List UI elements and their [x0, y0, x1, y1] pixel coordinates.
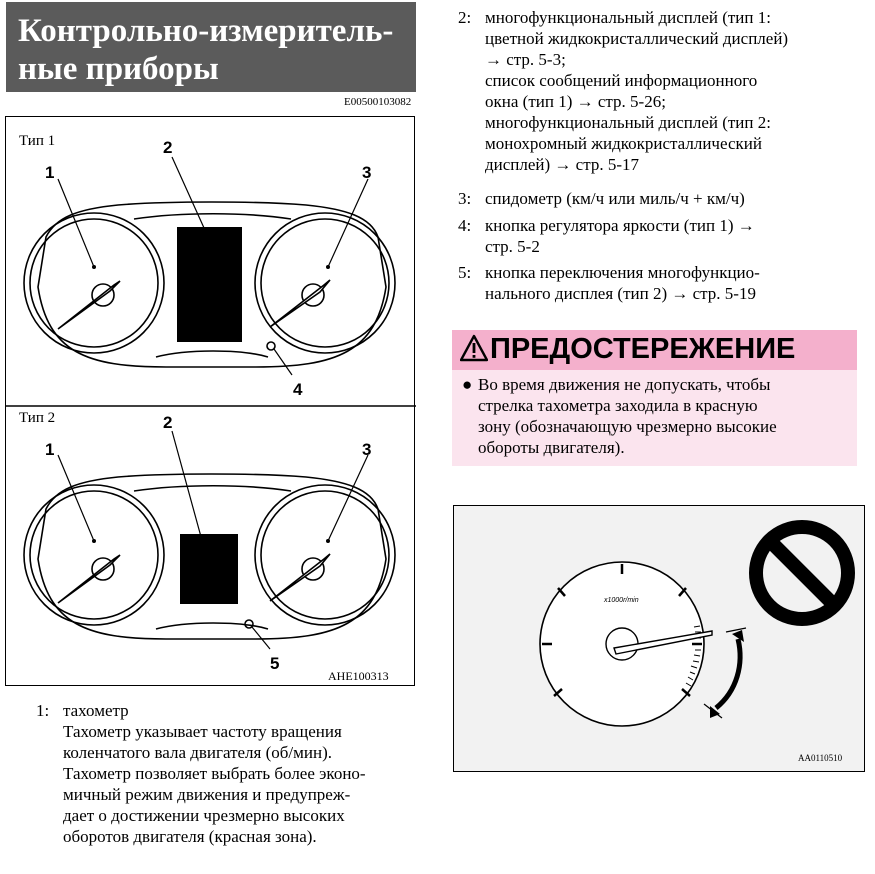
- leader-4: [274, 349, 292, 375]
- leader-5: [252, 627, 270, 649]
- callout-1b: 1: [45, 440, 55, 459]
- callout-2a: 2: [163, 138, 173, 157]
- item-line: дисплей) → стр. 5-17: [485, 155, 640, 174]
- redzone-illustration: [453, 505, 865, 772]
- leader-dot-3: [326, 265, 330, 269]
- warning-line: зону (обозначающую чрезмерно высокие: [478, 417, 777, 436]
- speedometer-dial-inner-2: [261, 491, 389, 619]
- item-number: 5:: [458, 263, 472, 282]
- speedometer-dial: [255, 213, 395, 353]
- item-line: многофункциональный дисплей (тип 1:: [485, 8, 771, 27]
- tachometer-dial: [24, 213, 164, 353]
- item-line: оборотов двигателя (красная зона).: [63, 827, 317, 846]
- tachometer-needle: [58, 281, 120, 329]
- tachometer-icon: [540, 562, 712, 726]
- item-line: тахометр: [63, 701, 129, 720]
- speedometer-dial-2: [255, 485, 395, 625]
- item-line: кнопка переключения многофункцио-: [485, 263, 760, 282]
- warning-title: ПРЕДОСТЕРЕЖЕНИЕ: [490, 333, 796, 365]
- item-line: коленчатого вала двигателя (об/мин).: [63, 743, 333, 762]
- leader-3b: [328, 455, 368, 541]
- callout-5b: 5: [270, 654, 280, 673]
- leader-dot-2: [207, 237, 211, 241]
- item-line: Тахометр указывает частоту вращения: [63, 722, 342, 741]
- panel-2-label: Тип 2: [19, 410, 56, 426]
- gauge-unit-label: x1000r/min: [604, 597, 639, 604]
- hood-line: [134, 214, 291, 219]
- prohibition-icon: [756, 527, 848, 619]
- warning-text: [462, 374, 847, 458]
- callout-1a: 1: [45, 163, 55, 182]
- list-item-4: [458, 215, 868, 257]
- callout-3b: 3: [362, 440, 372, 459]
- mono-display: [180, 534, 238, 604]
- color-display: [177, 227, 242, 342]
- item-line: окна (тип 1) → стр. 5-26;: [485, 92, 666, 111]
- brightness-knob: [267, 342, 275, 350]
- bullet-icon: ●: [462, 375, 473, 394]
- instrument-cluster-illustration: [6, 117, 416, 687]
- warning-line: стрелка тахометра заходила в красную: [478, 396, 758, 415]
- item-number: 1:: [36, 701, 50, 720]
- item-line: кнопка регулятора яркости (тип 1) →: [485, 216, 755, 235]
- redzone-arrow-icon: [704, 628, 746, 718]
- speedometer-dial-inner: [261, 219, 389, 347]
- panel-1-label: Тип 1: [19, 133, 56, 149]
- list-item-1: [36, 700, 426, 847]
- item-number: 3:: [458, 189, 472, 208]
- item-line: стр. 5-2: [485, 237, 540, 256]
- item-line: нального дисплея (тип 2) → стр. 5-19: [485, 284, 756, 303]
- leader-1: [58, 179, 94, 267]
- item-line: Тахометр позволяет выбрать более эконо-: [63, 764, 366, 783]
- tachometer-dial-inner-2: [30, 491, 158, 619]
- list-item-5: [458, 262, 868, 304]
- warning-triangle-icon: [460, 334, 488, 362]
- item-line: цветной жидкокристаллический дисплей): [485, 29, 789, 48]
- leader-dot-1b: [92, 539, 96, 543]
- leader-dot-1: [92, 265, 96, 269]
- warning-line: обороты двигателя).: [478, 438, 625, 457]
- item-line: список сообщений информационного: [485, 71, 758, 90]
- item-line: дает о достижении чрезмерно высоких: [63, 806, 345, 825]
- list-item-2: [458, 7, 868, 175]
- instrument-cluster-figure: [5, 116, 415, 686]
- lower-trim: [156, 351, 268, 357]
- page-title-line-1: Контрольно-измеритель-: [18, 13, 394, 49]
- list-item-3: [458, 188, 868, 209]
- item-line: монохромный жидкокристаллический: [485, 134, 762, 153]
- leader-dot-2b: [207, 564, 211, 568]
- figure-code: AHE100313: [328, 669, 389, 683]
- warning-line: Во время движения не допускать, чтобы: [478, 375, 771, 394]
- hood-line-2: [134, 486, 291, 491]
- page-title: [18, 12, 408, 88]
- tachometer-dial-inner: [30, 219, 158, 347]
- item-number: 4:: [458, 216, 472, 235]
- item-number: 2:: [458, 8, 472, 27]
- leader-2: [172, 157, 209, 239]
- callout-3a: 3: [362, 163, 372, 182]
- document-code: E00500103082: [344, 96, 412, 108]
- tachometer-dial-2: [24, 485, 164, 625]
- item-line: спидометр (км/ч или миль/ч + км/ч): [485, 189, 745, 208]
- page-title-line-2: ные приборы: [18, 51, 219, 87]
- illustration-code: AA0110510: [798, 753, 843, 763]
- callout-4a: 4: [293, 380, 303, 399]
- callout-2b: 2: [163, 413, 173, 432]
- item-line: мичный режим движения и предупреж-: [63, 785, 351, 804]
- item-line: → стр. 5-3;: [485, 50, 566, 69]
- item-line: многофункциональный дисплей (тип 2:: [485, 113, 771, 132]
- tachometer-needle-2: [58, 555, 120, 603]
- leader-dot-3b: [326, 539, 330, 543]
